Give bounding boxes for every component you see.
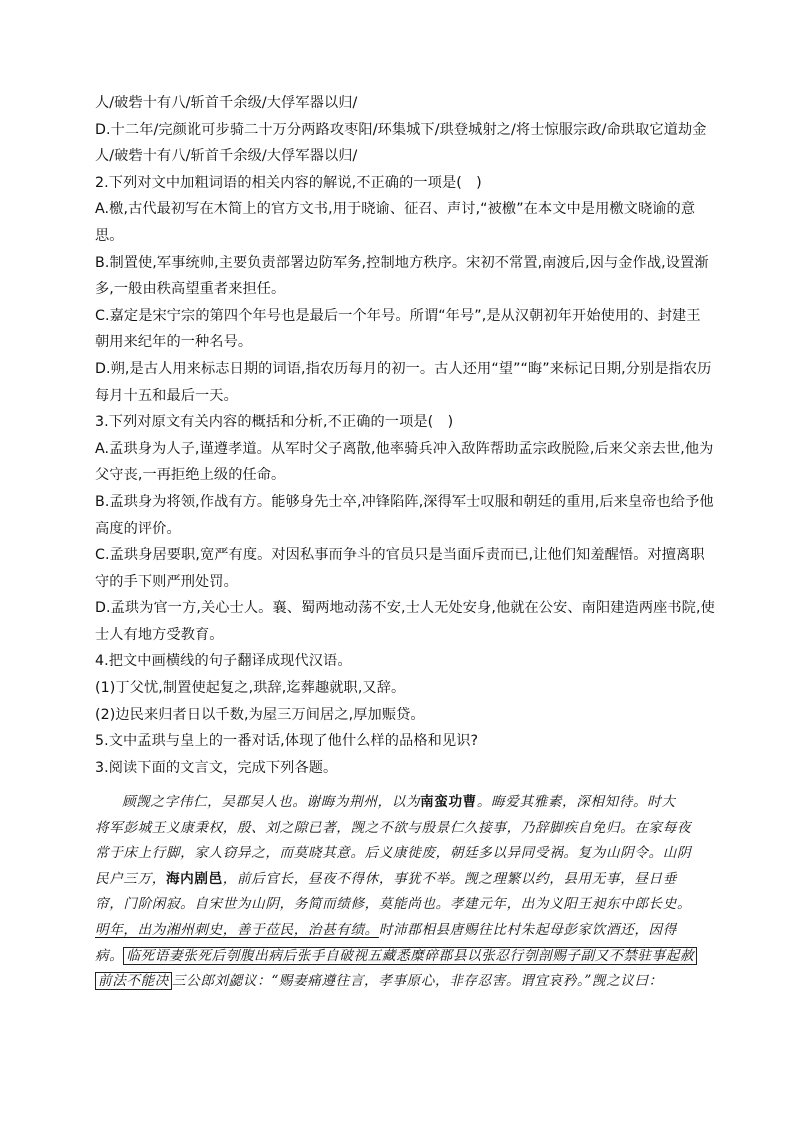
passage-line: 将军彭城王义康秉权，殷、刘之隙已著，觊之不欲与殷景仁久接事，乃辞脚疾自免归。在家每夜: [95, 819, 692, 836]
text-line: 思。: [95, 227, 124, 244]
passage-line: [95, 944, 700, 970]
underlined-sentence: 明年，出为湘州刺史，善于莅民，治甚有绩。: [95, 921, 379, 938]
text-line: 朝用来纪年的一种名号。: [95, 334, 253, 351]
text-line: 高度的评价。: [95, 520, 181, 537]
section-heading: 3.阅读下面的文言文，完成下列各题。: [95, 759, 338, 776]
boxed-sentence: 临死语妻张死后刳腹出病后张手自破视五藏悉糜碎郡县以张忍行刳剖赐子副又不禁驻事起赦: [123, 947, 697, 965]
text-line: (1)丁父忧,制置使起复之,珙辞,迄葬趣就职,又辞。: [95, 680, 406, 697]
text-line: C.嘉定是宋宁宗的第四个年号也是最后一个年号。所谓“年号”,是从汉朝初年开始使用的、封建王: [95, 307, 701, 324]
text-line: D.孟珙为官一方,关心士人。襄、蜀两地动荡不安,士人无处安身,他就在公安、南阳建造两座书院,使: [95, 600, 715, 617]
bold-term: 南蛮功曹: [420, 794, 477, 810]
passage-text: ，前后官长，昼夜不得休，事犹不举。觊之理繁以约，县用无事，昼日垂: [222, 870, 677, 887]
text-line: D.十二年/完颜讹可步骑二十万分两路攻枣阳/环集城下/珙登城射之/将士惊服宗政/命珙取它道劫金: [95, 121, 707, 138]
passage-text: 时沛郡相县唐赐往比村朱起母彭家饮酒还，因得: [378, 921, 677, 938]
modern-text-block: [95, 90, 715, 781]
text-line: A.檄,古代最初写在木简上的官方文书,用于晓谕、征召、声讨,“被檄”在本文中是用檄文晓谕的意: [95, 201, 696, 218]
question-4-stem: 4.把文中画横线的句子翻译成现代汉语。: [95, 653, 352, 670]
text-line: 人/破砦十有八/斩首千余级/大俘军器以归/: [95, 95, 358, 111]
text-line: B.制置使,军事统帅,主要负责部署边防军务,控制地方秩序。宋初不常置,南渡后,因与金作战,设置渐: [95, 254, 709, 271]
text-line: D.朔,是古人用来标志日期的词语,指农历每月的初一。古人还用“望”“晦”来标记日期,分别是指农历: [95, 360, 712, 377]
text-line: 父守丧,一再拒绝上级的任命。: [95, 467, 286, 484]
bold-term: 海内剧邑: [165, 870, 223, 887]
text-line: B.孟珙身为将领,作战有方。能够身先士卒,冲锋陷阵,深得军士叹服和朝廷的重用,后来皇帝也给予他: [95, 493, 714, 510]
text-line: 守的手下则严刑处罚。: [95, 573, 238, 590]
classical-passage: [95, 790, 700, 995]
passage-text: 。晦爱其雅素，深相知待。时大: [476, 794, 676, 810]
text-line: 多,一般由秩高望重者来担任。: [95, 281, 286, 298]
question-3-stem: 3.下列对原文有关内容的概括和分析,不正确的一项是( ): [95, 414, 454, 431]
text-line: 每月十五和最后一天。: [95, 387, 238, 404]
text-line: (2)边民来归者日以千数,为屋三万间居之,厚加赈贷。: [95, 706, 425, 723]
passage-line: [95, 867, 700, 893]
passage-line: 常于床上行脚，家人窃异之，而莫晓其意。后义康徙废，朝廷多以异同受祸。复为山阴令。山阴: [95, 845, 692, 862]
passage-line: [95, 969, 700, 995]
passage-line: 帘，门阶闲寂。自宋世为山阴，务简而绩修，莫能尚也。孝建元年，出为义阳王昶东中郎长史。: [95, 896, 692, 913]
text-line: A.孟珙身为人子,谨遵孝道。从军时父子离散,他率骑兵冲入敌阵帮助孟宗政脱险,后来父亲去世,他为: [95, 440, 714, 457]
text-line: 士人有地方受教育。: [95, 626, 224, 643]
passage-text: 民户三万，: [95, 870, 166, 887]
question-5-stem: 5.文中孟珙与皇上的一番对话,体现了他什么样的品格和见识?: [95, 733, 479, 750]
passage-text: 三公郎刘勰议：“赐妻痛遵往言，孝事原心，非存忍害。谓宜哀矜。”觊之议曰：: [171, 973, 663, 990]
passage-text: 病。: [95, 947, 124, 964]
text-line: 人/破砦十有八/斩首千余级/大俘军器以归/: [95, 148, 358, 165]
boxed-sentence: 前法不能决: [95, 972, 172, 990]
passage-line: [95, 790, 700, 816]
text-line: C.孟珙身居要职,宽严有度。对因私事而争斗的官员只是当面斥责而已,让他们知羞醒悟。对擅离职: [95, 547, 705, 564]
passage-line: [95, 918, 700, 944]
question-2-stem: 2.下列对文中加粗词语的相关内容的解说,不正确的一项是( ): [95, 174, 482, 191]
passage-text: 顾觊之字伟仁，吴郡吴人也。谢晦为荆州，以为: [122, 794, 421, 810]
